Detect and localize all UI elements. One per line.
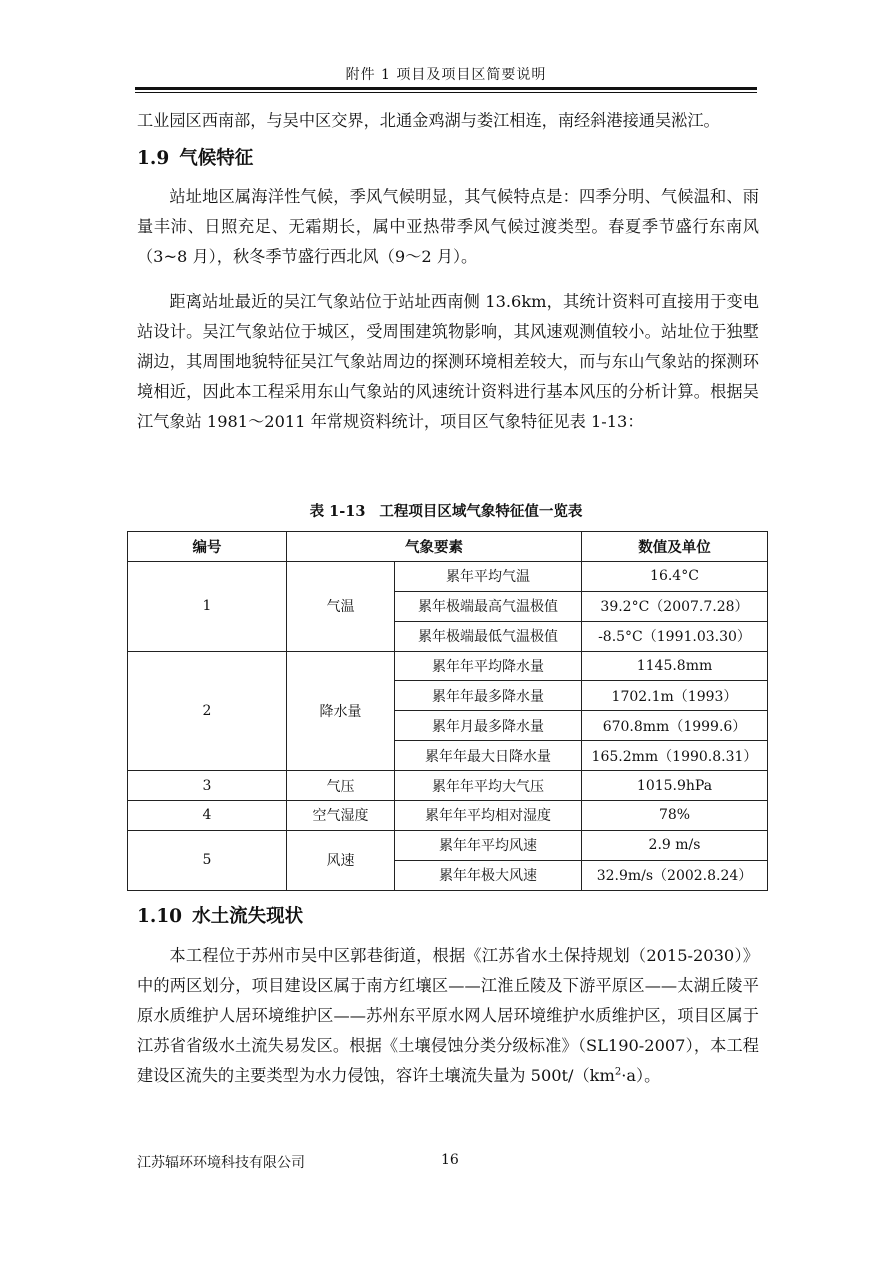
section-number: 1.10	[137, 906, 183, 927]
header-rule-thin	[135, 92, 757, 93]
group-number: 5	[128, 830, 287, 890]
item-name: 累年平均气温	[395, 561, 582, 591]
item-value: 1015.9hPa	[582, 771, 768, 801]
item-value: -8.5°C（1991.03.30）	[582, 621, 768, 651]
group-name: 风速	[287, 830, 395, 890]
group-name: 气压	[287, 771, 395, 801]
section-title: 气候特征	[179, 148, 254, 169]
table-row	[128, 771, 768, 801]
item-value: 32.9m/s（2002.8.24）	[582, 860, 768, 890]
item-name: 累年极端最低气温极值	[395, 621, 582, 651]
item-name: 累年年平均相对湿度	[395, 801, 582, 831]
group-number: 3	[128, 771, 287, 801]
group-number: 4	[128, 801, 287, 831]
item-value: 2.9 m/s	[582, 830, 768, 860]
table-row	[128, 651, 768, 681]
header-element: 气象要素	[287, 532, 582, 562]
group-name: 气温	[287, 561, 395, 651]
table-caption-title: 工程项目区域气象特征值一览表	[379, 503, 583, 520]
page-number: 16	[441, 1152, 459, 1168]
item-value: 39.2°C（2007.7.28）	[582, 591, 768, 621]
item-name: 累年年平均大气压	[395, 771, 582, 801]
section-heading-erosion	[137, 902, 303, 928]
item-name: 累年年平均降水量	[395, 651, 582, 681]
table-caption-number: 表 1-13	[309, 503, 366, 520]
item-value: 1145.8mm	[582, 651, 768, 681]
item-value: 165.2mm（1990.8.31）	[582, 741, 768, 771]
item-name: 累年极端最高气温极值	[395, 591, 582, 621]
climate-paragraph-2: 距离站址最近的吴江气象站位于站址西南侧 13.6km，其统计资料可直接用于变电站设计。吴江气象站位于城区，受周围建筑物影响，其风速观测值较小。站址位于独墅湖边，其周围地貌特征吴江气象站周边的探测环境相差较大，而与东山气象站的探测环境相近，因此本工程采用东山气象站的风速统计资料进行基本风压的分析计算。根据吴江气象站 1981～2011 年常规资料统计，项目区气象特征见表 1-13：	[137, 292, 759, 431]
item-value: 78%	[582, 801, 768, 831]
group-number: 1	[128, 561, 287, 651]
intro-line: 工业园区西南部，与吴中区交界，北通金鸡湖与娄江相连，南经斜港接通吴淞江。	[137, 111, 720, 130]
table-caption	[0, 500, 892, 521]
erosion-paragraph-end: ·a）。	[621, 1066, 661, 1085]
table-row	[128, 561, 768, 591]
item-name: 累年年最多降水量	[395, 681, 582, 711]
climate-table	[127, 531, 768, 891]
erosion-paragraph	[137, 941, 759, 1091]
item-value: 670.8mm（1999.6）	[582, 711, 768, 741]
running-header: 附件 1 项目及项目区简要说明	[345, 67, 547, 83]
superscript-2: 2	[614, 1066, 622, 1078]
item-name: 累年年极大风速	[395, 860, 582, 890]
item-value: 1702.1m（1993）	[582, 681, 768, 711]
section-title: 水土流失现状	[192, 906, 304, 927]
group-number: 2	[128, 651, 287, 771]
item-value: 16.4°C	[582, 561, 768, 591]
table-row	[128, 830, 768, 860]
climate-paragraph-1: 站址地区属海洋性气候，季风气候明显，其气候特点是：四季分明、气候温和、雨量丰沛、日照充足、无霜期长，属中亚热带季风气候过渡类型。春夏季节盛行东南风（3~8 月），秋冬季节盛行西北风（9～2 月）。	[137, 187, 759, 266]
table-row	[128, 801, 768, 831]
section-number: 1.9	[137, 148, 170, 169]
erosion-paragraph-text: 本工程位于苏州市吴中区郭巷街道，根据《江苏省水土保持规划（2015-2030）》中的两区划分，项目建设区属于南方红壤区——江淮丘陵及下游平原区——太湖丘陵平原水质维护人居环境维护区——苏州东平原水网人居环境维护水质维护区，项目区属于江苏省省级水土流失易发区。根据《土壤侵蚀分类分级标准》（SL190-2007），本工程建设区流失的主要类型为水力侵蚀，容许土壤流失量为 500t/（km	[137, 946, 759, 1085]
table-header-row	[128, 532, 768, 562]
item-name: 累年年平均风速	[395, 830, 582, 860]
footer-company: 江苏辐环环境科技有限公司	[137, 1155, 305, 1171]
header-value: 数值及单位	[582, 532, 768, 562]
header-rule-thick	[135, 87, 757, 90]
section-heading-climate	[137, 144, 253, 170]
group-name: 空气湿度	[287, 801, 395, 831]
item-name: 累年年最大日降水量	[395, 741, 582, 771]
header-no: 编号	[128, 532, 287, 562]
group-name: 降水量	[287, 651, 395, 771]
item-name: 累年月最多降水量	[395, 711, 582, 741]
